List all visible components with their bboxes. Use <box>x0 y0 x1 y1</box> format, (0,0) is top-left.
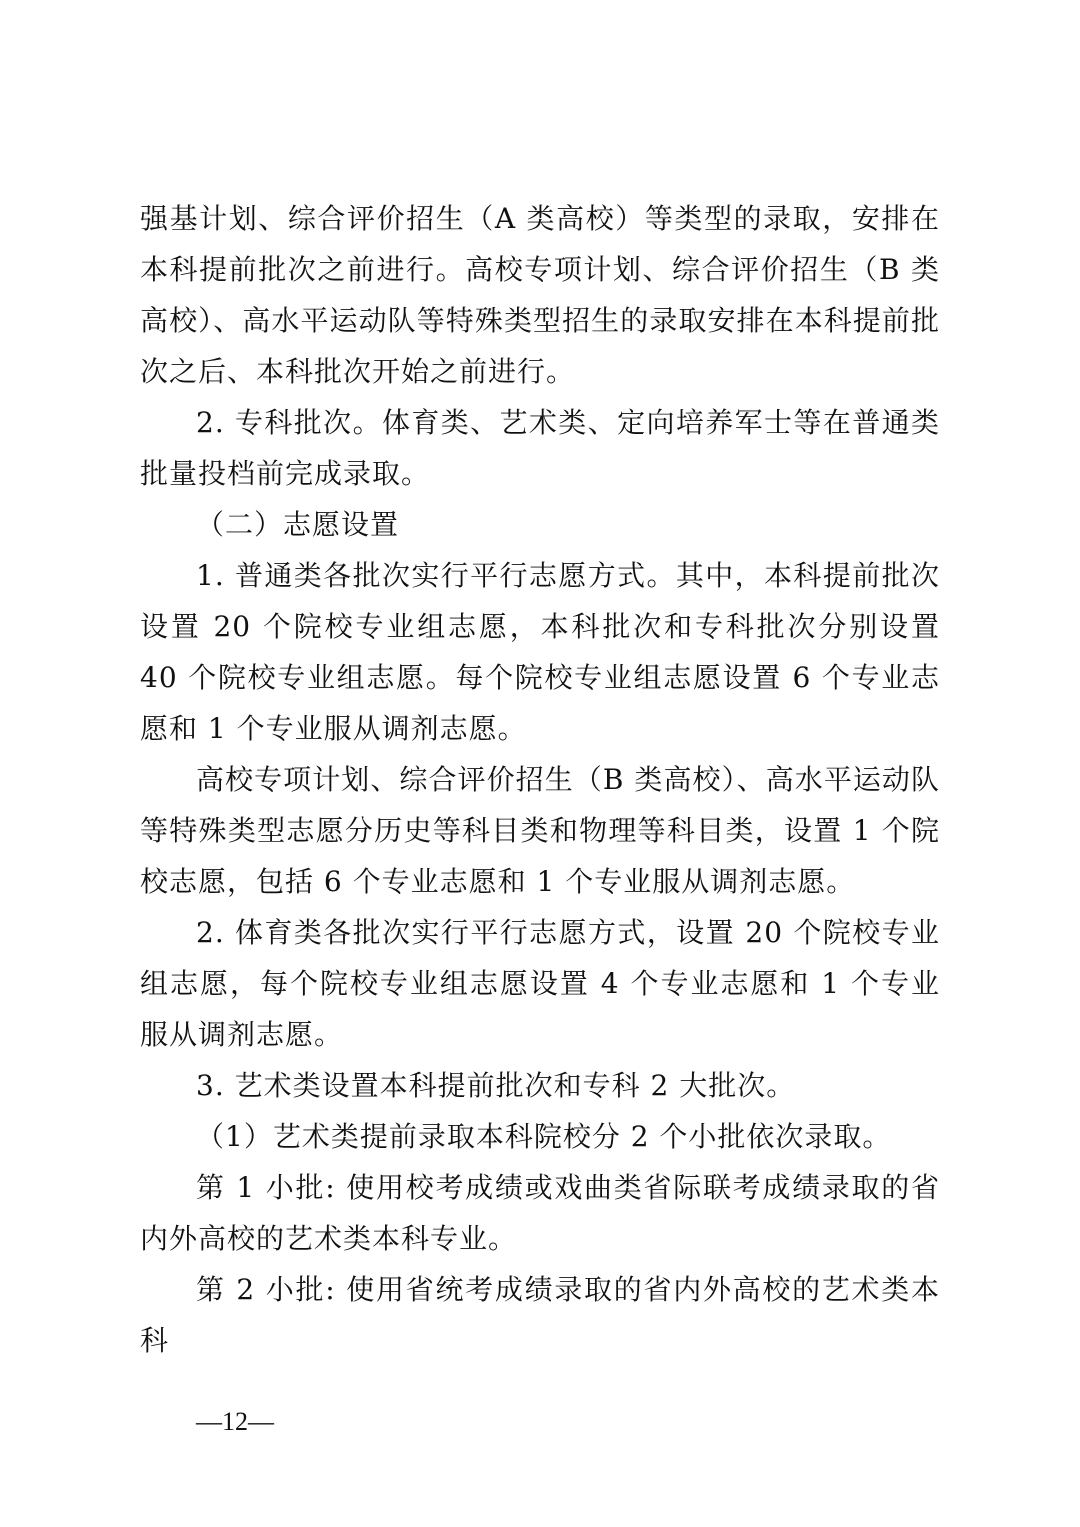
paragraph-art-early-admission: （1）艺术类提前录取本科院校分 2 个小批依次录取。 <box>196 1120 892 1153</box>
paragraph-art-batches: 3. 艺术类设置本科提前批次和专科 2 大批次。 <box>196 1069 796 1102</box>
paragraph-junior-college-batch: 2. 专科批次。体育类、艺术类、定向培养军士等在普通类批量投档前完成录取。 <box>140 406 940 490</box>
paragraph-sub-batch-2: 第 2 小批: 使用省统考成绩录取的省内外高校的艺术类本科 <box>140 1273 940 1357</box>
document-body <box>140 193 940 1366</box>
paragraph-sub-batch-1: 第 1 小批: 使用校考成绩或戏曲类省际联考成绩录取的省内外高校的艺术类本科专业。 <box>140 1171 940 1255</box>
paragraph-general-parallel-volunteers: 1. 普通类各批次实行平行志愿方式。其中，本科提前批次设置 20 个院校专业组志愿，本科批次和专科批次分别设置 40 个院校专业组志愿。每个院校专业组志愿设置 6 个专业志愿和 1 个专业服从调剂志愿。 <box>140 559 940 745</box>
section-heading-volunteer-settings: （二）志愿设置 <box>196 508 400 541</box>
paragraph-continuation-admission-order: 强基计划、综合评价招生（A 类高校）等类型的录取，安排在本科提前批次之前进行。高校专项计划、综合评价招生（B 类高校）、高水平运动队等特殊类型招生的录取安排在本科提前批次之后、本科批次开始之前进行。 <box>140 202 940 388</box>
paragraph-special-type-volunteers: 高校专项计划、综合评价招生（B 类高校）、高水平运动队等特殊类型志愿分历史等科目类和物理等科目类，设置 1 个院校志愿，包括 6 个专业志愿和 1 个专业服从调剂志愿。 <box>140 763 940 898</box>
paragraph-sports-volunteers: 2. 体育类各批次实行平行志愿方式，设置 20 个院校专业组志愿，每个院校专业组志愿设置 4 个专业志愿和 1 个专业服从调剂志愿。 <box>140 916 940 1051</box>
page-number: —12— <box>196 1407 274 1436</box>
